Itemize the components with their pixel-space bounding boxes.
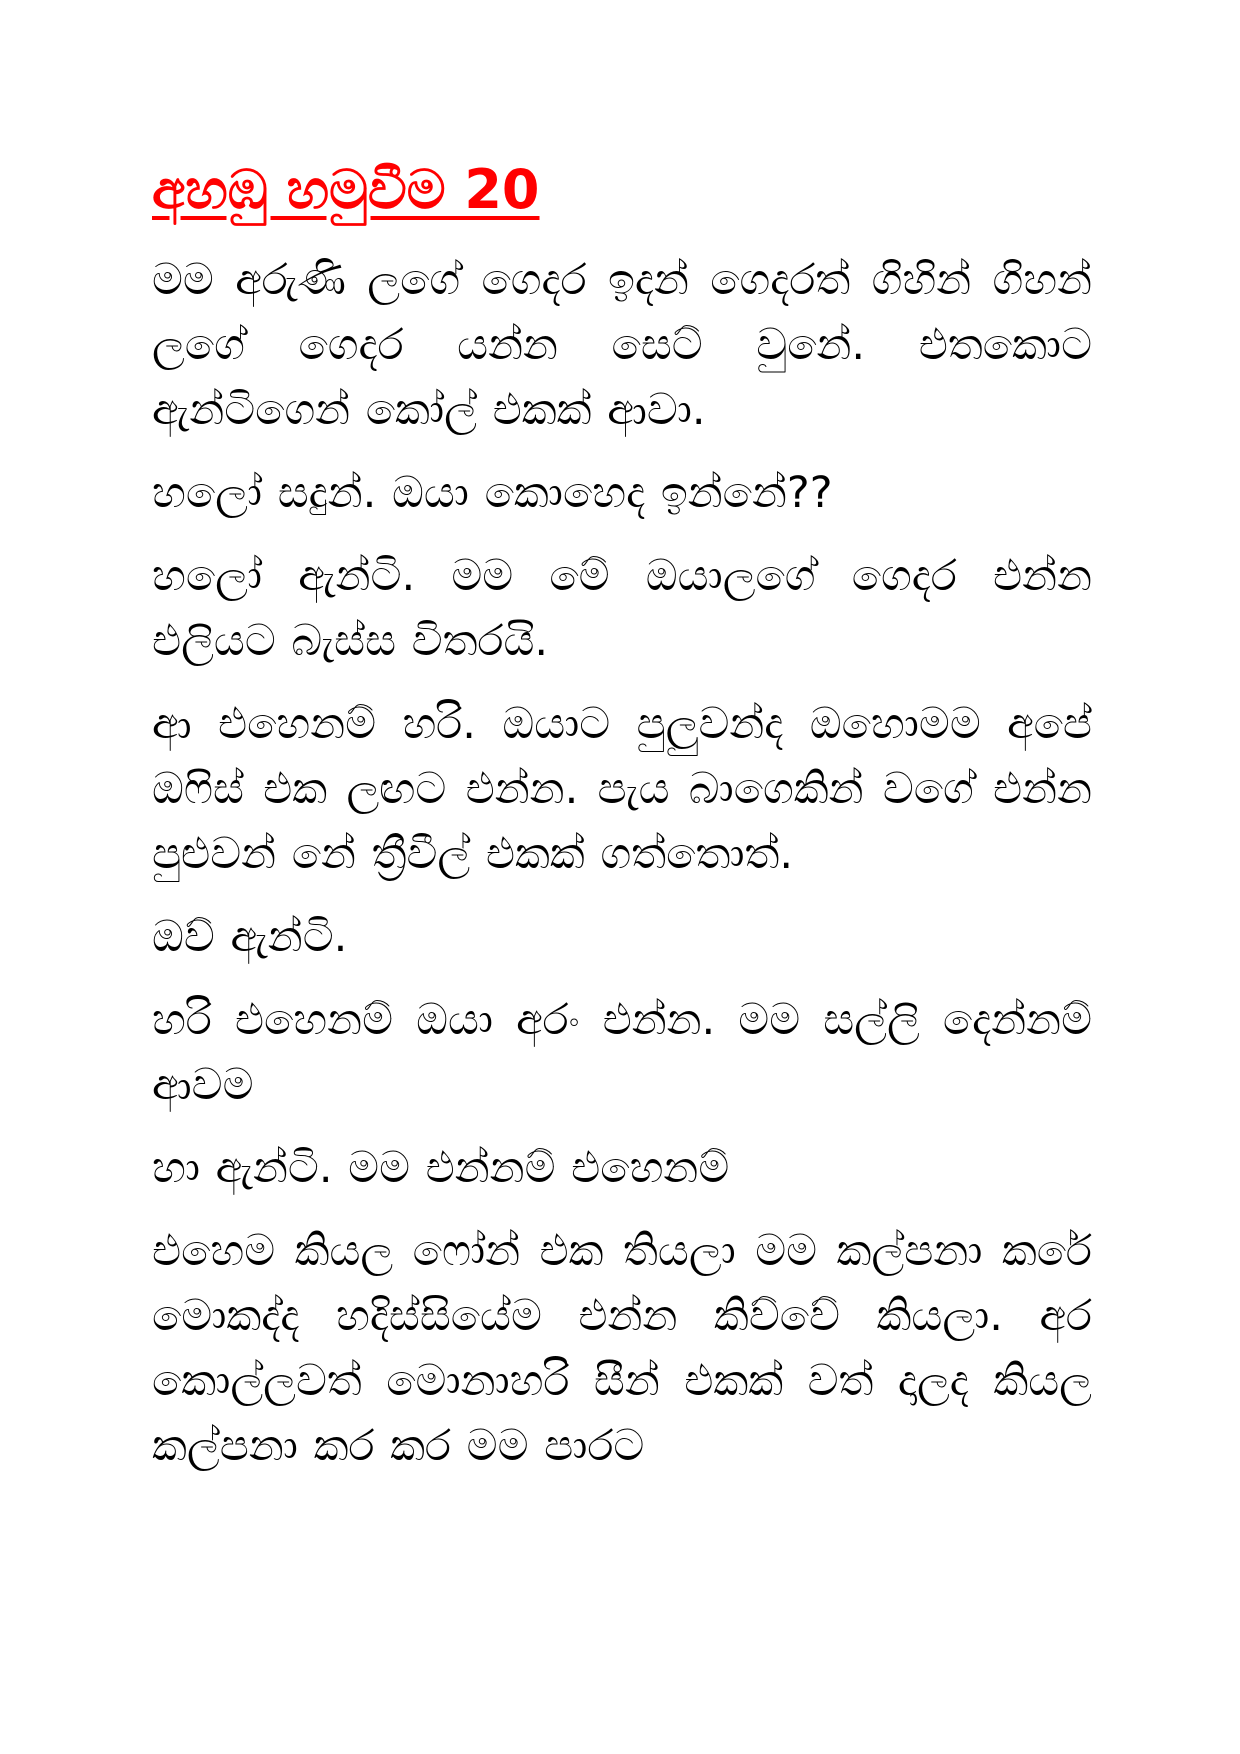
paragraph-5: ඔව් ඇන්ටි. <box>152 912 348 962</box>
paragraph-7: හා ඇන්ටි. මම එන්නම් එහෙනම් <box>152 1143 730 1193</box>
paragraph-8: එහෙම කියල ෆෝන් එක තියලා මම කල්පනා කරේ මොකද්ද හදිස්සියේම එන්න කිව්වේ කියලා. අර කොල්ලවත් මොනාහරි සීන් එකක් වත් දාලද කියල කල්පනා කර කර මම පාරට <box>152 1226 1092 1471</box>
paragraph-1: මම අරුණි ලගේ ගෙදර ඉදන් ගෙදරත් ගිහින් ගිහන් ලගේ ගෙදර යන්න සෙට් වුනේ. එතකොට ඇන්ටිගෙන් කෝල් එකක් ආවා. <box>152 255 1092 435</box>
document-page <box>152 150 1092 1497</box>
page-title: අහඹු හමුවීම 20 <box>152 158 540 221</box>
paragraph-6: හරි එහෙනම් ඔයා අරං එන්න. මම සල්ලි දෙන්නම් ආවම <box>152 995 1092 1110</box>
paragraph-4: ආ එහෙනම් හරි. ඔයාට පුලුවන්ද ඔහොමම අපේ ඔෆිස් එක ලඟට එන්න. පැය බාගෙකින් වගේ එන්න පුළුවන් නේ ත්‍රීවීල් එකක් ගත්තොත්. <box>152 699 1092 879</box>
paragraph-3: හලෝ ඇන්ටි. මම මේ ඔයාලගේ ගෙදර එන්න එලියට බැස්ස විතරයි. <box>152 551 1092 666</box>
paragraph-2: හලෝ සදුන්. ඔයා කොහෙද ඉන්නේ?? <box>152 468 833 518</box>
